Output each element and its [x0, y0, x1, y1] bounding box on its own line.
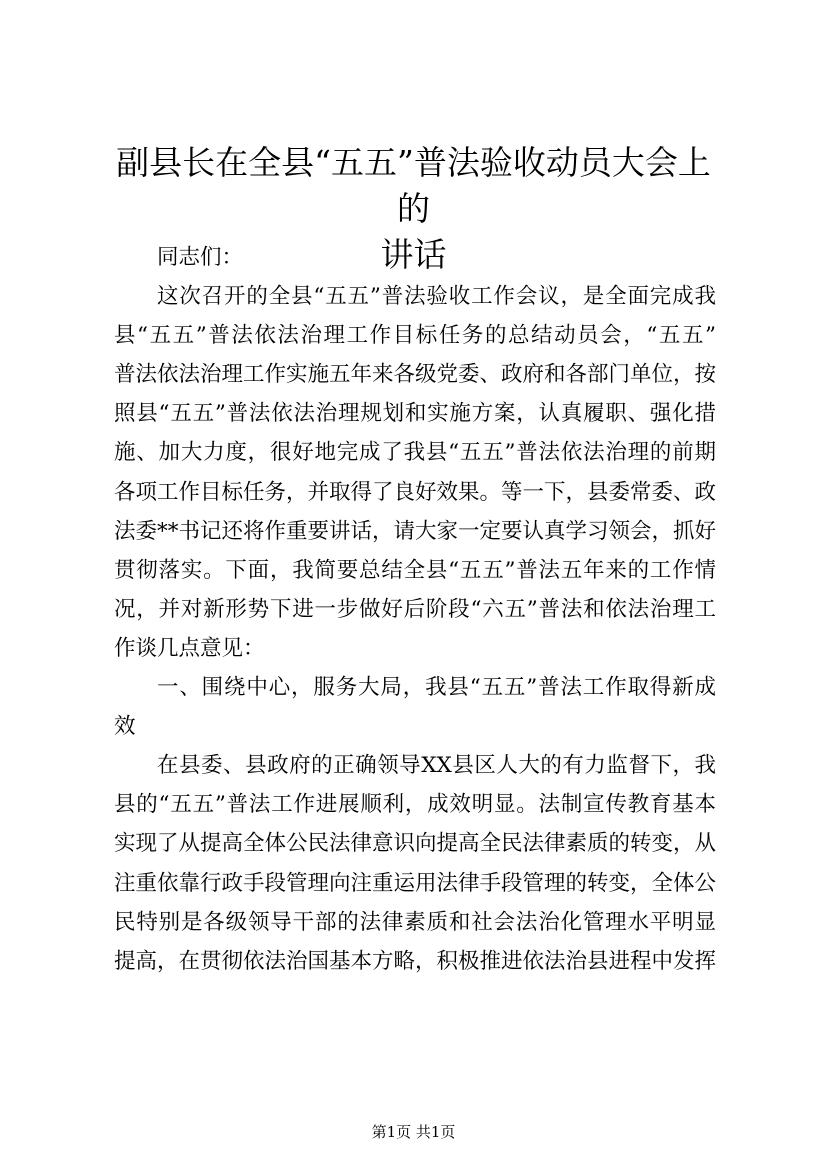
paragraph-line: 贯彻落实。下面，我简要总结全县“五五”普法五年来的工作情: [114, 557, 716, 583]
title-line-2: 讲话: [380, 235, 447, 274]
paragraph-line: 这次召开的全县“五五”普法验收工作会议，是全面完成我: [157, 284, 716, 310]
paragraph-line: 施、加大力度，很好地完成了我县“五五”普法依法治理的前期: [114, 440, 716, 466]
paragraph-line: 注重依靠行政手段管理向注重运用法律手段管理的转变，全体公: [114, 870, 717, 896]
paragraph-line: 实现了从提高全体公民法律意识向提高全民法律素质的转变，从: [114, 831, 717, 857]
paragraph-line: 普法依法治理工作实施五年来各级党委、政府和各部门单位，按: [114, 362, 717, 388]
page-number-footer: 第1页 共1页: [371, 1123, 456, 1141]
heading-line: 一、围绕中心，服务大局，我县“五五”普法工作取得新成: [157, 675, 716, 701]
paragraph-2: [114, 746, 716, 981]
paragraph-line: 法委**书记还将作重要讲话，请大家一定要认真学习领会，抓好: [114, 518, 717, 544]
paragraph-line: 县“五五”普法依法治理工作目标任务的总结动员会，“五五”: [114, 323, 716, 349]
section-heading-1: [114, 668, 716, 746]
paragraph-line: 况，并对新形势下进一步做好后阶段“六五”普法和依法治理工: [114, 596, 716, 622]
salutation: 同志们：: [157, 245, 244, 270]
paragraph-line: 在县委、县政府的正确领导XX县区人大的有力监督下，我: [157, 753, 716, 779]
title-line-1: 副县长在全县“五五”普法验收动员大会上的: [116, 143, 711, 228]
paragraph-line: 照县“五五”普法依法治理规划和实施方案，认真履职、强化措: [114, 401, 716, 427]
paragraph-line: 作谈几点意见：: [114, 635, 265, 661]
paragraph-line: 县的“五五”普法工作进展顺利，成效明显。法制宣传教育基本: [114, 792, 716, 818]
paragraph-1: [114, 277, 716, 668]
paragraph-line: 提高，在贯彻依法治国基本方略，积极推进依法治县进程中发挥: [114, 948, 717, 974]
document-body: [114, 238, 716, 981]
paragraph-line: 民特别是各级领导干部的法律素质和社会法治化管理水平明显: [114, 909, 716, 935]
paragraph-line: 各项工作目标任务，并取得了良好效果。等一下，县委常委、政: [114, 479, 717, 505]
heading-line: 效: [114, 714, 136, 740]
